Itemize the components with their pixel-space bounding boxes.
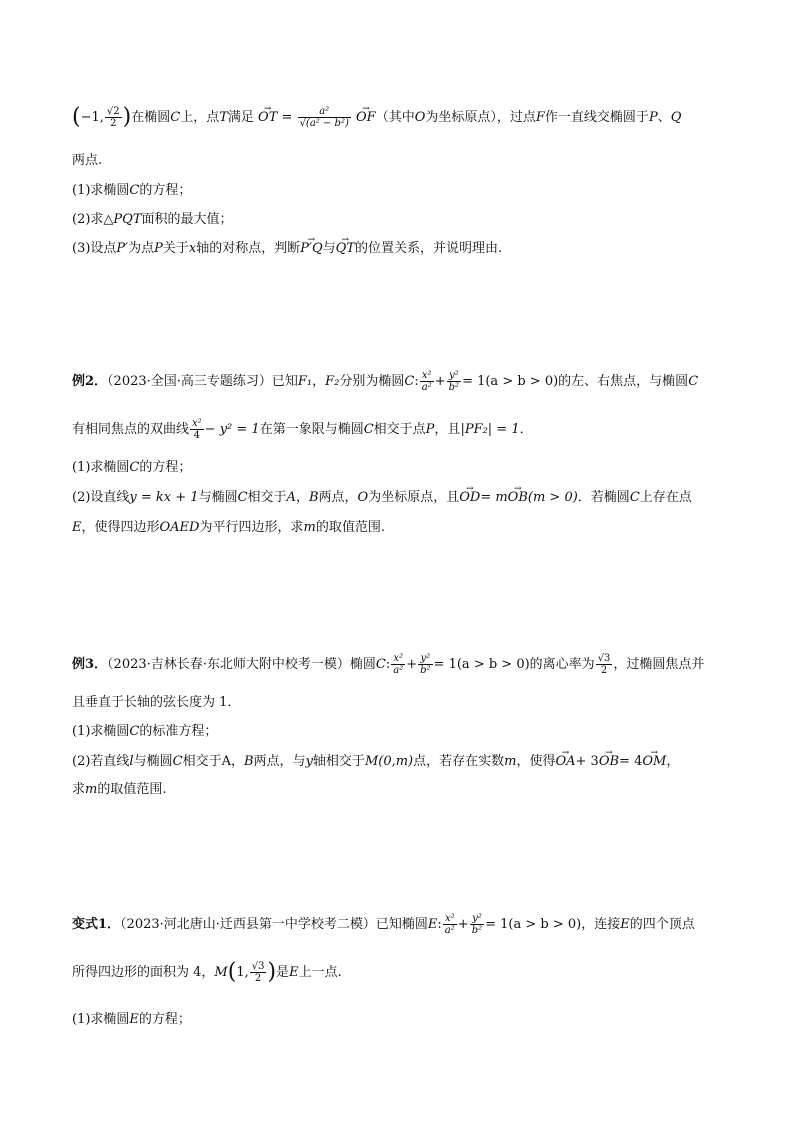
p1-line-1: (−1, $\frac{√2}{2}$ )在椭圆C上，点T满足 → OT = $\frac{\text{a²}}{\text{√(a² − b²)}}$ → OF（其中O为坐标原点），过点F作一直线交椭圆于P、Q xyxy=(72,106,724,129)
vector-QT: → QT xyxy=(336,239,355,259)
vector-OF: → OF xyxy=(356,108,376,128)
fraction: $\frac{\text{y²}}{\text{b²}}$ xyxy=(420,653,431,676)
vector-OA: → OA xyxy=(555,752,575,772)
fraction: $\frac{\text{y²}}{\text{b²}}$ xyxy=(471,913,483,936)
p1-line-2: 两点. xyxy=(72,153,103,168)
p1-question-2: (2)求△PQT面积的最大值； xyxy=(72,212,233,227)
var1-line-1: 变式1．（2023·河北唐山·迁西县第一中学校考二模）已知椭圆E: $\frac{\text{x²}}{\text{a²}}$ + $\frac{\text{y²}}{\text{b²}}$ = 1(a > b > 0)，连接E的四个顶点 xyxy=(72,913,695,936)
variant-label: 变式1． xyxy=(72,917,121,932)
vector-PpQ: → P′Q xyxy=(300,239,322,259)
vector-OB: → OB xyxy=(599,752,619,772)
ex2-line-1: 例2．（2023·全国·高三专题练习）已知F₁，F₂分别为椭圆C: $\frac{\text{x²}}{\text{a²}}$ + $\frac{\text{y²}}{\text{b²}}$ = 1(a > b > 0)的左、右焦点，与椭圆C xyxy=(72,370,699,393)
ex3-line-5: 求m的取值范围. xyxy=(72,782,167,797)
example-label: 例3． xyxy=(72,657,108,672)
ex2-line-4: E，使得四边形OAED为平行四边形，求m的取值范围. xyxy=(72,520,385,535)
fraction: $\frac{√3}{2}$ xyxy=(251,961,265,984)
ex2-question-2: (2)设直线y = kx + 1与椭圆C相交于A，B两点，O为坐标原点，且→ OD= m→ OB(m > 0)．若椭圆C上存在点 xyxy=(72,488,724,508)
ex3-question-1: (1)求椭圆C的标准方程； xyxy=(72,724,218,739)
ex2-question-1: (1)求椭圆C的方程； xyxy=(72,460,192,475)
fraction: $\frac{\text{x²}}{\text{a²}}$ xyxy=(421,370,432,393)
fraction: $\frac{\text{x²}}{\text{a²}}$ xyxy=(393,653,404,676)
fraction: $\frac{\text{x²}}{4}$ xyxy=(192,418,202,441)
vector-OD: → OD xyxy=(459,488,480,508)
var1-question-1: (1)求椭圆E的方程； xyxy=(72,1012,191,1027)
example-label: 例2． xyxy=(72,374,108,389)
ex3-question-2: (2)若直线l与椭圆C相交于A，B两点，与y轴相交于M(0,m)点，若存在实数m，使得→ OA+ 3→ OB= 4→ OM， xyxy=(72,752,724,772)
p1-question-1: (1)求椭圆C的方程； xyxy=(72,183,192,198)
vector-OT: → OT xyxy=(258,108,277,128)
fraction: $\frac{\text{x²}}{\text{a²}}$ xyxy=(444,913,455,936)
vector-OM: → OM xyxy=(642,752,666,772)
ex3-line-2: 且垂直于长轴的弦长度为 1． xyxy=(72,695,241,710)
ex3-line-1: 例3．（2023·吉林长春·东北师大附中校考一模）椭圆C: $\frac{\text{x²}}{\text{a²}}$ + $\frac{\text{y²}}{\text{b²}}$ = 1(a > b > 0)的离心率为 $\frac{√3}{2}$ ，过椭圆焦点并 xyxy=(72,653,705,676)
ex2-line-2: 有相同焦点的双曲线 $\frac{\text{x²}}{4}$ − y² = 1在第一象限与椭圆C相交于点P，且|PF₂| = 1． xyxy=(72,418,533,441)
fraction: $\frac{\text{a²}}{\text{√(a² − b²)}}$ xyxy=(299,106,349,129)
fraction: $\frac{√3}{2}$ xyxy=(597,653,611,676)
p1-question-3: (3)设点P′为点P关于x轴的对称点，判断→ P′Q与→ QT的位置关系，并说明理由. xyxy=(72,239,724,259)
fraction: $\frac{√2}{2}$ xyxy=(106,106,120,129)
vector-OB: → OB xyxy=(508,488,528,508)
fraction: $\frac{\text{y²}}{\text{b²}}$ xyxy=(448,370,460,393)
var1-line-2: 所得四边形的面积为 4，M(1, $\frac{√3}{2}$ )是E上一点. xyxy=(72,959,342,985)
